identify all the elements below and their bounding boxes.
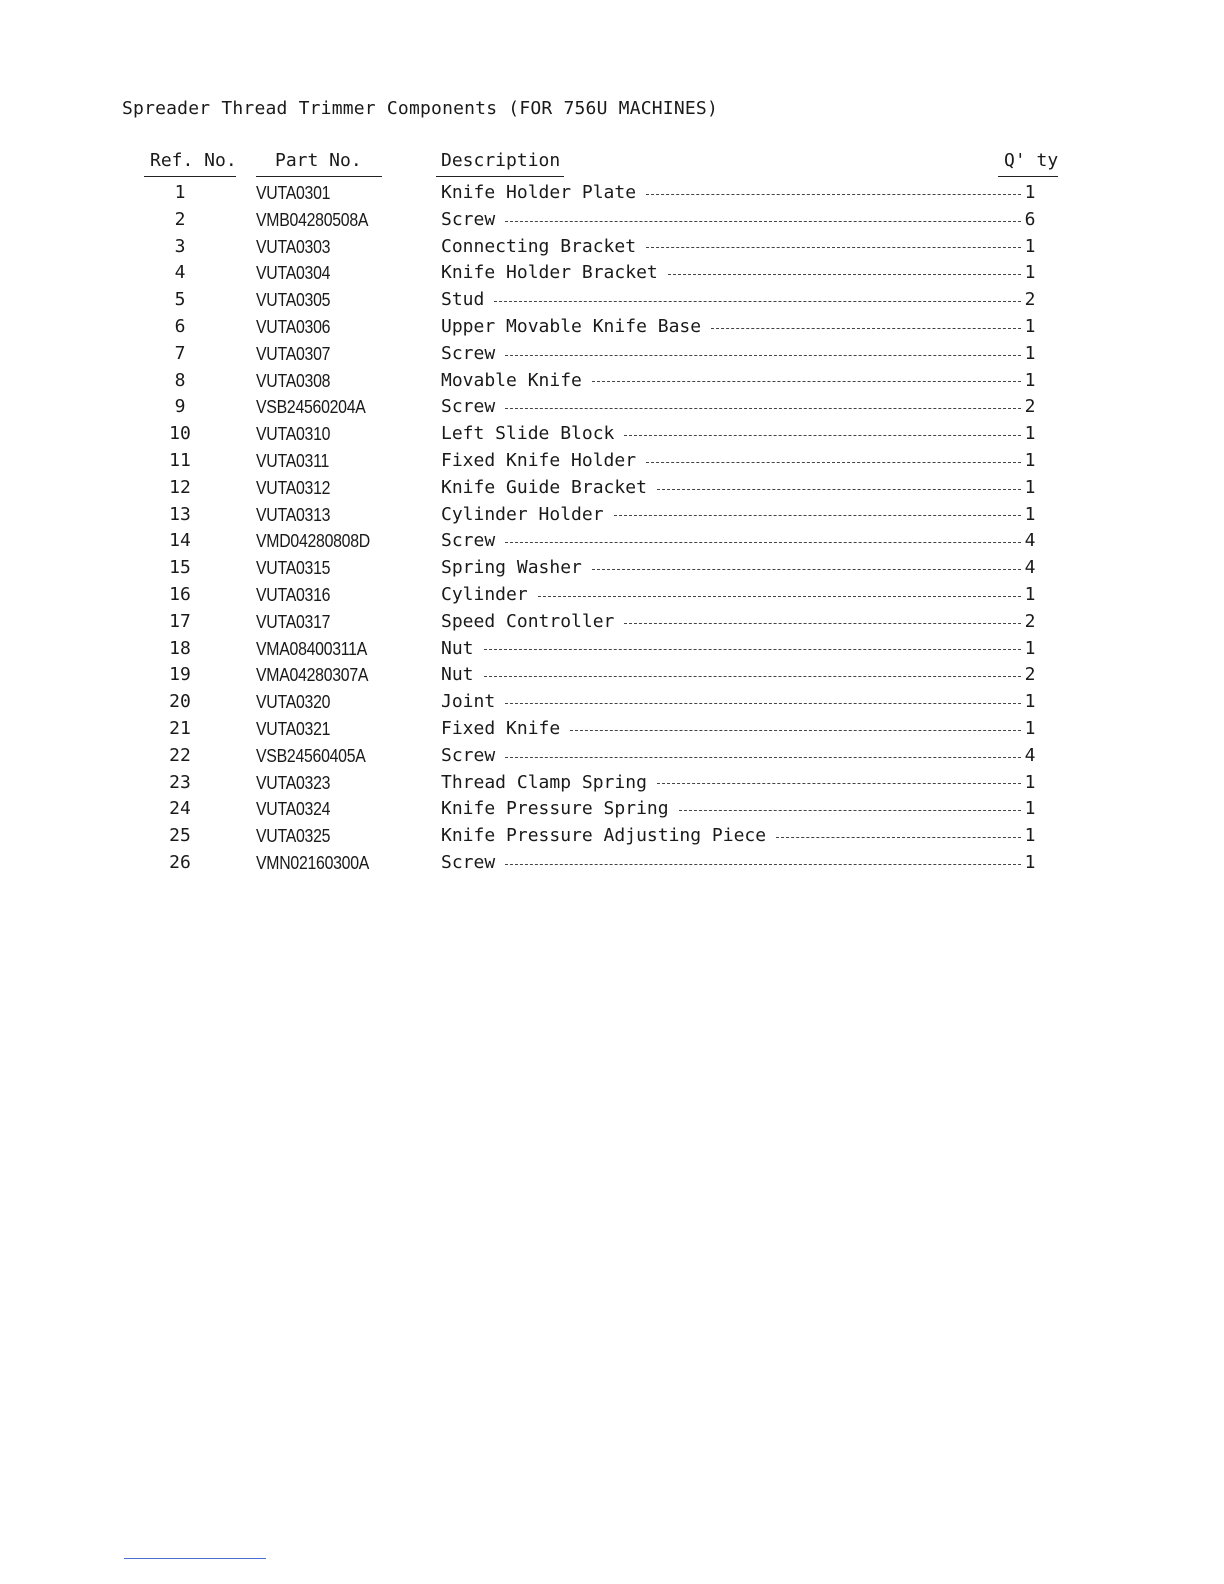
ref-no-cell: 12 <box>169 476 191 498</box>
table-row <box>0 689 1224 716</box>
part-no-cell: VUTA0317 <box>256 611 331 632</box>
description-text: Nut <box>441 636 484 663</box>
part-no-cell: VUTA0312 <box>256 477 331 498</box>
table-row <box>0 234 1224 261</box>
part-no-cell: VMA04280307A <box>256 665 369 686</box>
quantity-cell: 1 <box>1024 315 1036 337</box>
quantity-cell: 1 <box>1024 583 1036 605</box>
ref-no-cell: 22 <box>169 744 191 766</box>
dotted-leader <box>624 623 1021 624</box>
description-text: Screw <box>441 850 505 877</box>
description-text: Fixed Knife Holder <box>441 448 646 475</box>
dotted-leader <box>494 301 1021 302</box>
part-no-cell: VSB24560204A <box>256 397 366 418</box>
part-no-cell: VMN02160300A <box>256 852 370 873</box>
ref-no-cell: 4 <box>174 262 186 284</box>
dotted-leader <box>505 542 1021 543</box>
ref-no-cell: 24 <box>169 798 191 820</box>
ref-no-cell: 6 <box>174 315 186 337</box>
header-underline <box>436 176 564 177</box>
dotted-leader <box>657 783 1021 784</box>
quantity-cell: 1 <box>1024 262 1036 284</box>
table-row <box>0 770 1224 797</box>
quantity-cell: 1 <box>1024 449 1036 471</box>
description-cell <box>441 582 1021 609</box>
part-no-cell: VUTA0304 <box>256 263 331 284</box>
description-cell <box>441 662 1021 689</box>
quantity-cell: 2 <box>1024 610 1036 632</box>
table-row <box>0 502 1224 529</box>
description-cell <box>441 368 1021 395</box>
dotted-leader <box>592 381 1021 382</box>
part-no-cell: VSB24560405A <box>256 745 366 766</box>
dotted-leader <box>505 703 1021 704</box>
description-cell <box>441 394 1021 421</box>
description-text: Knife Holder Plate <box>441 180 646 207</box>
part-no-cell: VUTA0320 <box>256 692 331 713</box>
description-cell <box>441 234 1021 261</box>
description-cell <box>441 314 1021 341</box>
table-row <box>0 180 1224 207</box>
table-row <box>0 207 1224 234</box>
ref-no-cell: 11 <box>169 449 191 471</box>
table-row <box>0 448 1224 475</box>
quantity-cell: 4 <box>1024 557 1036 579</box>
part-no-cell: VUTA0311 <box>256 450 330 471</box>
header-part-no: Part No. <box>275 150 362 171</box>
part-no-cell: VUTA0313 <box>256 504 331 525</box>
dotted-leader <box>668 274 1021 275</box>
dotted-leader <box>646 462 1021 463</box>
description-cell <box>441 287 1021 314</box>
description-cell <box>441 180 1021 207</box>
description-cell <box>441 850 1021 877</box>
quantity-cell: 1 <box>1024 476 1036 498</box>
dotted-leader <box>679 810 1021 811</box>
ref-no-cell: 19 <box>169 664 191 686</box>
part-no-cell: VMB04280508A <box>256 209 369 230</box>
quantity-cell: 1 <box>1024 691 1036 713</box>
header-underline <box>998 176 1058 177</box>
description-cell <box>441 448 1021 475</box>
dotted-leader <box>505 864 1021 865</box>
table-row <box>0 796 1224 823</box>
part-no-cell: VUTA0315 <box>256 558 331 579</box>
dotted-leader <box>505 408 1021 409</box>
table-row <box>0 662 1224 689</box>
description-text: Screw <box>441 207 505 234</box>
description-text: Knife Pressure Spring <box>441 796 679 823</box>
quantity-cell: 1 <box>1024 771 1036 793</box>
quantity-cell: 4 <box>1024 744 1036 766</box>
ref-no-cell: 14 <box>169 530 191 552</box>
ref-no-cell: 25 <box>169 825 191 847</box>
description-cell <box>441 609 1021 636</box>
description-text: Knife Guide Bracket <box>441 475 657 502</box>
table-row <box>0 260 1224 287</box>
part-no-cell: VUTA0301 <box>256 183 331 203</box>
part-no-cell: VUTA0305 <box>256 290 331 311</box>
description-cell <box>441 770 1021 797</box>
ref-no-cell: 15 <box>169 557 191 579</box>
dotted-leader <box>776 837 1021 838</box>
table-row <box>0 475 1224 502</box>
ref-no-cell: 17 <box>169 610 191 632</box>
description-text: Knife Holder Bracket <box>441 260 668 287</box>
description-cell <box>441 636 1021 663</box>
quantity-cell: 1 <box>1024 825 1036 847</box>
description-text: Movable Knife <box>441 368 592 395</box>
table-row <box>0 314 1224 341</box>
description-cell <box>441 555 1021 582</box>
table-row <box>0 368 1224 395</box>
quantity-cell: 1 <box>1024 503 1036 525</box>
description-text: Speed Controller <box>441 609 624 636</box>
dotted-leader <box>484 676 1021 677</box>
part-no-cell: VUTA0321 <box>256 718 331 739</box>
ref-no-cell: 26 <box>169 851 191 873</box>
description-text: Cylinder <box>441 582 538 609</box>
table-row <box>0 850 1224 877</box>
description-cell <box>441 716 1021 743</box>
ref-no-cell: 10 <box>169 423 191 445</box>
ref-no-cell: 18 <box>169 637 191 659</box>
table-row <box>0 555 1224 582</box>
description-cell <box>441 207 1021 234</box>
quantity-cell: 1 <box>1024 798 1036 820</box>
table-row <box>0 743 1224 770</box>
description-text: Screw <box>441 743 505 770</box>
table-row <box>0 394 1224 421</box>
dotted-leader <box>657 489 1021 490</box>
description-text: Thread Clamp Spring <box>441 770 657 797</box>
dotted-leader <box>646 194 1021 195</box>
ref-no-cell: 2 <box>174 208 186 230</box>
header-underline <box>256 176 382 177</box>
quantity-cell: 2 <box>1024 664 1036 686</box>
part-no-cell: VUTA0307 <box>256 343 331 364</box>
ref-no-cell: 16 <box>169 583 191 605</box>
dotted-leader <box>592 569 1021 570</box>
quantity-cell: 2 <box>1024 289 1036 311</box>
table-row <box>0 609 1224 636</box>
quantity-cell: 1 <box>1024 182 1036 203</box>
header-underline <box>144 176 236 177</box>
dotted-leader <box>505 221 1021 222</box>
ref-no-cell: 13 <box>169 503 191 525</box>
dotted-leader <box>570 730 1021 731</box>
part-no-cell: VUTA0323 <box>256 772 331 793</box>
dotted-leader <box>505 757 1021 758</box>
quantity-cell: 1 <box>1024 342 1036 364</box>
description-text: Connecting Bracket <box>441 234 646 261</box>
description-text: Stud <box>441 287 494 314</box>
description-text: Screw <box>441 394 505 421</box>
ref-no-cell: 7 <box>174 342 186 364</box>
quantity-cell: 6 <box>1024 208 1036 230</box>
table-row <box>0 823 1224 850</box>
description-text: Screw <box>441 341 505 368</box>
quantity-cell: 1 <box>1024 235 1036 257</box>
description-text: Joint <box>441 689 505 716</box>
description-cell <box>441 341 1021 368</box>
quantity-cell: 4 <box>1024 530 1036 552</box>
description-text: Spring Washer <box>441 555 592 582</box>
part-no-cell: VUTA0325 <box>256 826 331 847</box>
description-cell <box>441 421 1021 448</box>
part-no-cell: VUTA0303 <box>256 236 331 257</box>
dotted-leader <box>646 247 1021 248</box>
description-cell <box>441 796 1021 823</box>
header-quantity: Q' ty <box>1004 150 1059 171</box>
quantity-cell: 1 <box>1024 851 1036 873</box>
description-text: Fixed Knife <box>441 716 570 743</box>
ref-no-cell: 20 <box>169 691 191 713</box>
description-text: Nut <box>441 662 484 689</box>
part-no-cell: VMD04280808D <box>256 531 370 552</box>
description-cell <box>441 528 1021 555</box>
part-no-cell: VUTA0308 <box>256 370 331 391</box>
description-text: Left Slide Block <box>441 421 624 448</box>
header-description: Description <box>441 150 561 171</box>
table-row <box>0 636 1224 663</box>
ref-no-cell: 9 <box>174 396 186 418</box>
description-text: Upper Movable Knife Base <box>441 314 711 341</box>
part-no-cell: VMA08400311A <box>256 638 368 659</box>
description-text: Knife Pressure Adjusting Piece <box>441 823 776 850</box>
quantity-cell: 1 <box>1024 637 1036 659</box>
description-cell <box>441 502 1021 529</box>
description-cell <box>441 260 1021 287</box>
dotted-leader <box>614 515 1021 516</box>
dotted-leader <box>538 596 1021 597</box>
ref-no-cell: 23 <box>169 771 191 793</box>
part-no-cell: VUTA0306 <box>256 316 331 337</box>
dotted-leader <box>484 649 1021 650</box>
dotted-leader <box>711 328 1021 329</box>
part-no-cell: VUTA0310 <box>256 424 331 445</box>
dotted-leader <box>505 355 1021 356</box>
quantity-cell: 1 <box>1024 717 1036 739</box>
table-row <box>0 287 1224 314</box>
table-row <box>0 582 1224 609</box>
ref-no-cell: 5 <box>174 289 186 311</box>
ref-no-cell: 21 <box>169 717 191 739</box>
quantity-cell: 2 <box>1024 396 1036 418</box>
description-cell <box>441 689 1021 716</box>
part-no-cell: VUTA0324 <box>256 799 331 820</box>
description-text: Screw <box>441 528 505 555</box>
table-row <box>0 341 1224 368</box>
ref-no-cell: 1 <box>174 182 186 203</box>
table-row <box>0 421 1224 448</box>
dotted-leader <box>624 435 1021 436</box>
table-row <box>0 528 1224 555</box>
description-cell <box>441 743 1021 770</box>
part-no-cell: VUTA0316 <box>256 584 331 605</box>
table-row <box>0 716 1224 743</box>
header-ref-no: Ref. No. <box>150 150 237 171</box>
description-cell <box>441 475 1021 502</box>
ref-no-cell: 8 <box>174 369 186 391</box>
footer-divider <box>124 1558 266 1559</box>
quantity-cell: 1 <box>1024 423 1036 445</box>
ref-no-cell: 3 <box>174 235 186 257</box>
table-body <box>0 180 1224 877</box>
description-cell <box>441 823 1021 850</box>
page-title: Spreader Thread Trimmer Components (FOR 756U MACHINES) <box>122 98 718 119</box>
quantity-cell: 1 <box>1024 369 1036 391</box>
description-text: Cylinder Holder <box>441 502 614 529</box>
